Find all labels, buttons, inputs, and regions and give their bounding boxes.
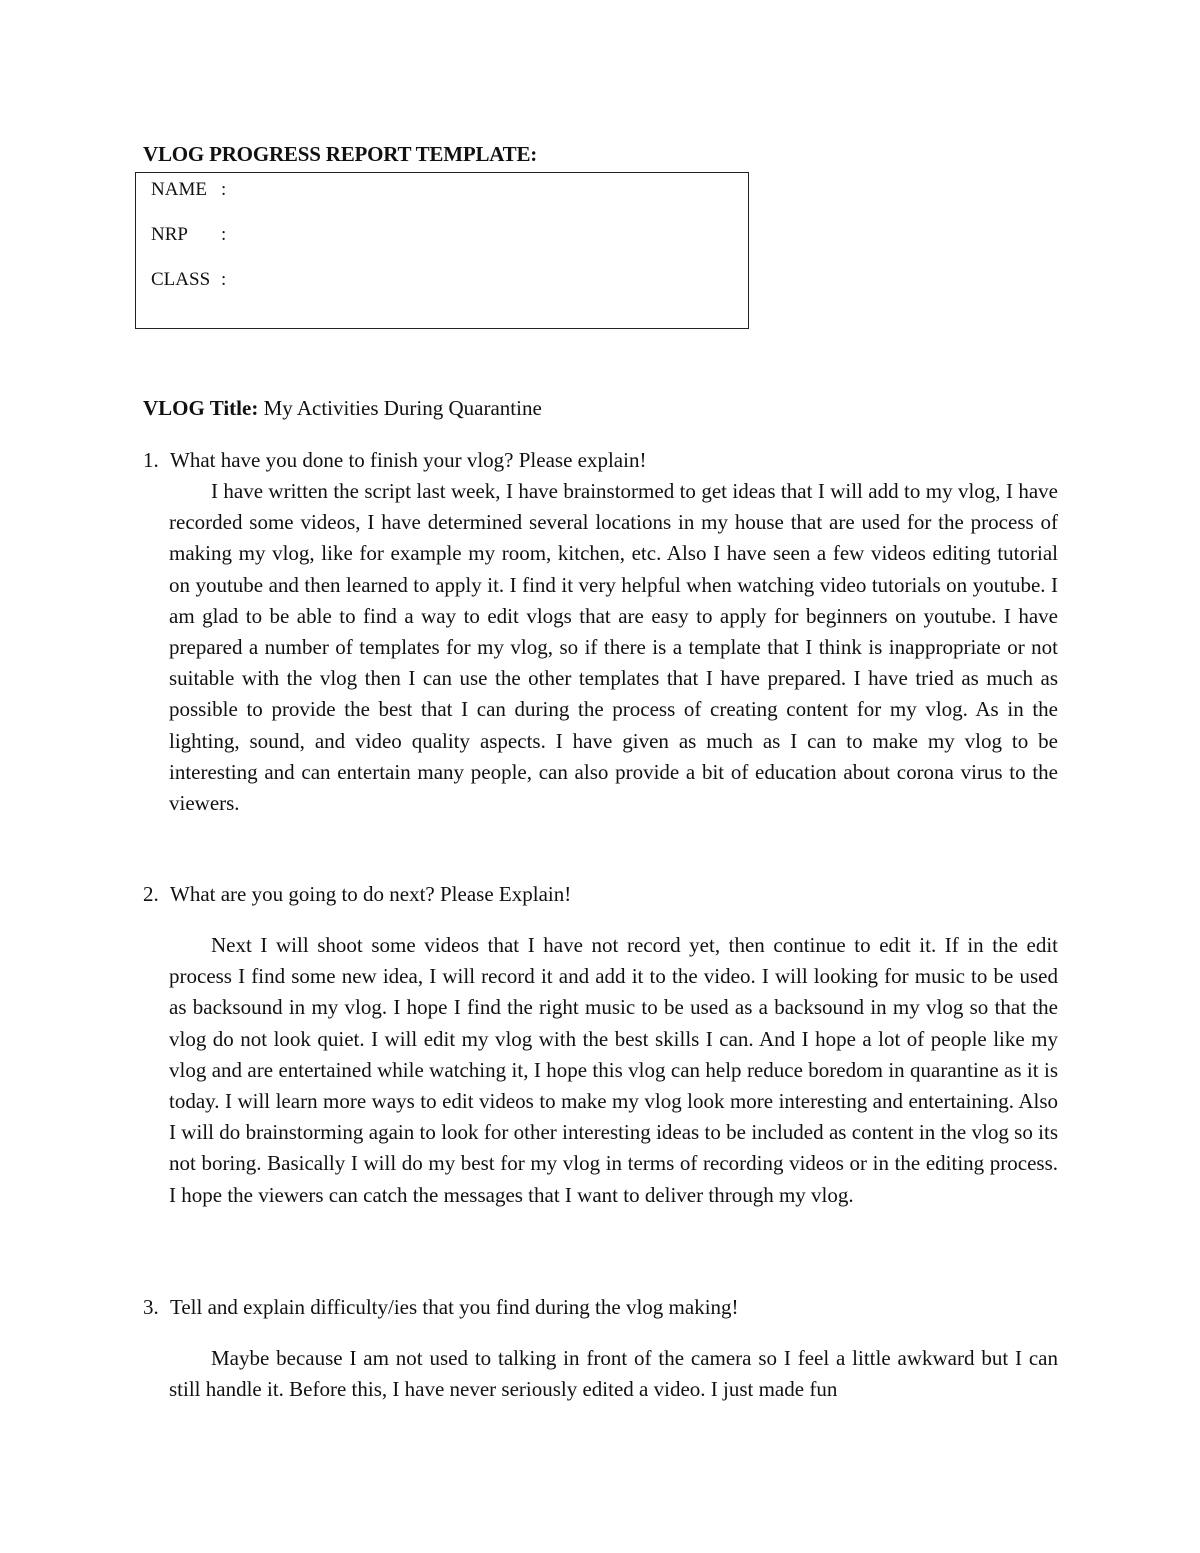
- vlog-title-line: [143, 396, 542, 421]
- question-number: 3.: [143, 1295, 159, 1319]
- question-number: 1.: [143, 448, 159, 472]
- question-2: [143, 882, 1063, 907]
- nrp-row: [151, 224, 226, 246]
- class-separator: :: [221, 269, 227, 290]
- answer-2: Next I will shoot some videos that I have not record yet, then continue to edit it. If in the edit process I find some new idea, I will record it and add it to the video. I will looking for music to be used as backsound in my vlog. I hope I find the right music to be used as a backsound in my vlog so that the vlog do not look quiet. I will edit my vlog with the best skills I can. And I hope a lot of people like my vlog and are entertained while watching it, I hope this vlog can help reduce boredom in quarantine as it is today. I will learn more ways to edit videos to make my vlog look more interesting and entertaining. Also I will do brainstorming again to look for other interesting ideas to be included as content in the vlog so its not boring. Basically I will do my best for my vlog in terms of recording videos or in the editing process. I hope the viewers can catch the messages that I want to deliver through my vlog.: [169, 933, 1058, 1207]
- answer-1: I have written the script last week, I have brainstormed to get ideas that I will add to my vlog, I have recorded some videos, I have determined several locations in my house that are used for the process of making my vlog, like for example my room, kitchen, etc. Also I have seen a few videos editing tutorial on youtube and then learned to apply it. I find it very helpful when watching video tutorials on youtube. I am glad to be able to find a way to edit vlogs that are easy to apply for beginners on youtube. I have prepared a number of templates for my vlog, so if there is a template that I think is inappropriate or not suitable with the vlog then I can use the other templates that I have prepared. I have tried as much as possible to provide the best that I can during the process of creating content for my vlog. As in the lighting, sound, and video quality aspects. I have given as much as I can to make my vlog to be interesting and can entertain many people, can also provide a bit of education about corona virus to the viewers.: [169, 479, 1058, 816]
- name-label: NAME: [151, 179, 207, 200]
- question-1: [143, 448, 1063, 473]
- nrp-label: NRP: [151, 224, 188, 245]
- question-text: What are you going to do next? Please Explain!: [170, 882, 572, 906]
- question-3: [143, 1295, 1063, 1320]
- identity-box: [135, 172, 749, 329]
- vlog-title-value: My Activities During Quarantine: [263, 396, 542, 420]
- name-row: [151, 179, 226, 201]
- answer-3: Maybe because I am not used to talking in front of the camera so I feel a little awkward but I can still handle it. Before this, I have never seriously edited a video. I just made fun: [169, 1346, 1058, 1402]
- class-row: [151, 269, 226, 291]
- question-number: 2.: [143, 882, 159, 906]
- question-text: Tell and explain difficulty/ies that you find during the vlog making!: [170, 1295, 739, 1319]
- nrp-separator: :: [221, 224, 227, 245]
- document-title: VLOG PROGRESS REPORT TEMPLATE:: [143, 142, 538, 166]
- class-label: CLASS: [151, 269, 211, 290]
- vlog-title-label: VLOG Title:: [143, 396, 259, 420]
- name-separator: :: [221, 179, 227, 200]
- question-text: What have you done to finish your vlog? Please explain!: [170, 448, 647, 472]
